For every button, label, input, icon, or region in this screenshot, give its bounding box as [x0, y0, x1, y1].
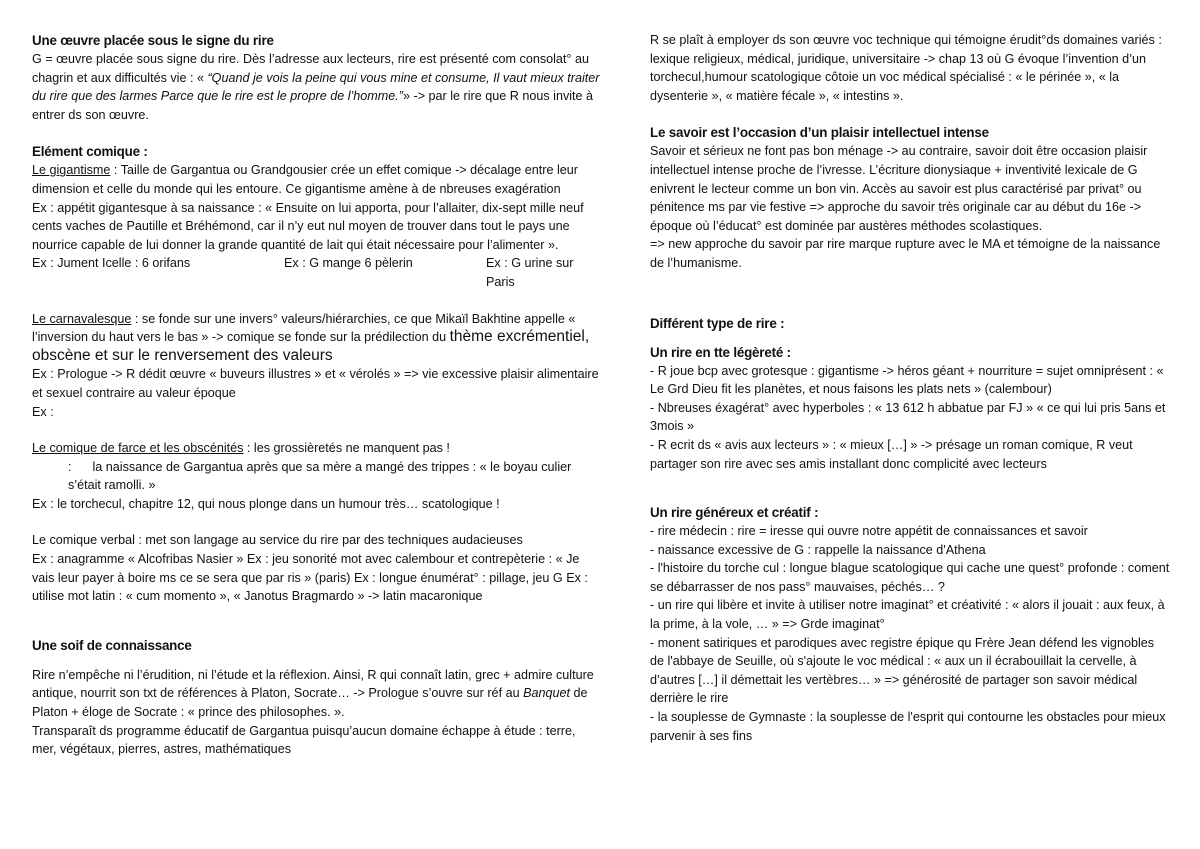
paragraph: : la naissance de Gargantua après que sa mère a mangé des trippes : « le boyau culier s’était ramolli. »: [68, 459, 572, 493]
quote: “Quand je vois la peine qui vous mine et consume, Il vaut mieux traiter du rire que des larmes Parce que le rire est le propre de l’homme.”: [32, 70, 600, 104]
paragraph: Ex : appétit gigantesque à sa naissance : « Ensuite on lui apporta, pour l’allaiter, dix-sept mille neuf cents vaches de Pautille et Bréhémond, car il n’y eut nul moyen de trouver dans tout le pays une nourrice capable de lui donner la grande quantité de lait qui était nécessaire pour l’alimenter ».: [32, 200, 584, 252]
section-types-rire: [650, 314, 1170, 746]
paragraph: Le carnavalesque : se fonde sur une invers° valeurs/hiérarchies, ce que Mikaïl Bakhtine appelle « l’inversion du haut vers le bas » -> comique se fonde sur la prédilection du thème excrémentiel, obscène et sur le renversement des valeurs: [32, 311, 590, 364]
section-element-comique: [32, 142, 600, 605]
paragraph: Transparaît ds programme éducatif de Gargantua puisqu’aucun domaine échappe à étude : terre, mer, végétaux, pierres, astres, mathématiques: [32, 723, 576, 757]
paragraph: R se plaît à employer ds son œuvre voc technique qui témoigne érudit°ds domaines variés : lexique religieux, médical, juridique, universitaire -> chap 13 où G évoque l’invention d’un torchecul,humour scatologique côtoie un voc médical spécialisé : « le périnée », « la dysenterie », « matière fécale », « intestins ».: [650, 33, 1162, 103]
paragraph: Ex : anagramme « Alcofribas Nasier » Ex : jeu sonorité mot avec calembour et contrepèterie : « Je vais leur payer à boire ms ce se sera que par ris » (paris) Ex : longue énumérat° : pillage, jeu G Ex : utilise mot latin : « cum momento », « Janotus Bragmardo » -> latin macaronique: [32, 552, 588, 604]
list-item: - un rire qui libère et invite à utiliser notre imaginat° et créativité : « alors il jouait : aux feux, à la prime, à la vole, … » => Grde imaginat°: [650, 598, 1165, 632]
paragraph: Le comique de farce et les obscénités : les grossièretés ne manquent pas !: [32, 441, 450, 456]
section-soif-connaissance: [32, 636, 600, 759]
section-oeuvre-rire: [32, 31, 600, 124]
paragraph: Rire n’empêche ni l’érudition, ni l’étude et la réflexion. Ainsi, R qui connaît latin, grec + admire culture antique, nourrit son txt de références à Platon, Socrate… -> Prologue s’ouvre sur réf au Banquet de Platon + éloge de Socrate : « prince des philosophes. ».: [32, 667, 594, 720]
paragraph: => new approche du savoir par rire marque rupture avec le MA et témoigne de la naissance de l’humanisme.: [650, 237, 1161, 270]
paragraph: Ex : Prologue -> R dédit œuvre « buveurs illustres » et « vérolés » => vie excessive plaisir alimentaire et sexuel contraire au valeur époque: [32, 367, 599, 400]
list-item: - rire médecin : rire = iresse qui ouvre notre appétit de connaissances et savoir: [650, 524, 1088, 539]
right-column: [650, 31, 1170, 745]
section-title: Une soif de connaissance: [32, 637, 192, 653]
list-item: - Nbreuses éxagérat° avec hyperboles : « 13 612 h abbatue par FJ » « ce qui lui pris 5ans et 3mois »: [650, 400, 1166, 434]
examples-row: Ex : Jument Icelle : 6 orifans Ex : G mange 6 pèlerin Ex : G urine sur Paris: [32, 256, 574, 289]
section-savoir-plaisir: [650, 123, 1170, 272]
paragraph: Le comique verbal : met son langage au service du rire par des techniques audacieuses: [32, 533, 523, 548]
paragraph: Ex :: [32, 404, 54, 419]
section-title: Une œuvre placée sous le signe du rire: [32, 33, 274, 48]
left-column: [32, 31, 600, 759]
list-item: - la souplesse de Gymnaste : la souplesse de l'esprit qui contourne les obstacles pour mieux parvenir à ses fins: [650, 710, 1166, 743]
section-title: Elément comique :: [32, 144, 148, 160]
list-item: - monent satiriques et parodiques avec registre épique qu Frère Jean défend les vignobles de l'abbaye de Seuille, où s'ajoute le voc médical : « aux un il écrabouillait la cervelle, à d’autres […] il démettait les vertèbres… » => générosité de partager son savoir médical derrière le rire: [650, 635, 1155, 706]
paragraph: G = œuvre placée sous signe du rire. Dès l’adresse aux lecteurs, rire est présenté com consolat° au chagrin et aux difficultés vie : « “Quand je vois la peine qui vous mine et consume, Il vaut mieux traiter du rire que des larmes Parce que le rire est le propre de l’homme.”» -> par le rire que R nous invite à entrer ds son œuvre.: [32, 52, 600, 122]
paragraph: Savoir et sérieux ne font pas bon ménage -> au contraire, savoir doit être occasion plaisir intellectuel intense proche de l’ivresse. L’écriture dionysiaque + inventivité lexicale de G enivrent le lecteur comme un bon vin. Accès au savoir est plus caractérisé par privat° ou pénitence ms par vie festive => approche du savoir très originale car au début du 16e -> époque où l’éducat° est dominée par austères méthodes scolastiques.: [650, 144, 1148, 233]
list-item: - R ecrit ds « avis aux lecteurs » : « mieux […] » -> présage un roman comique, R veut partager son rire avec ses amis installant donc complicité avec lecteurs: [650, 437, 1133, 471]
section-title: Le savoir est l’occasion d’un plaisir intellectuel intense: [650, 125, 989, 141]
list-item: - R joue bcp avec grotesque : gigantisme -> héros géant + nourriture = sujet omniprésent : « Le Grd Dieu fit les planètes, et nous faisons les plats nets » (calembour): [650, 363, 1164, 397]
term-label: Le comique de farce et les obscénités: [32, 441, 244, 456]
subsection-title: Un rire généreux et créatif :: [650, 505, 819, 521]
paragraph: Ex : le torchecul, chapitre 12, qui nous plonge dans un humour très… scatologique !: [32, 496, 500, 511]
subsection-title: Un rire en tte légèreté :: [650, 344, 791, 360]
section-title: Différent type de rire :: [650, 315, 785, 331]
list-item: - naissance excessive de G : rappelle la naissance d'Athena: [650, 542, 986, 557]
term-label: Le gigantisme: [32, 163, 111, 178]
paragraph: Le gigantisme : Taille de Gargantua ou Grandgousier crée un effet comique -> décalage entre leur dimension et celle du monde qui les entoure. Ce gigantisme amène à de nbreuses exagération: [32, 163, 578, 196]
list-item: - l'histoire du torche cul : longue blague scatologique qui cache une quest° profonde : coment se débarrasser de nos pass° mauvaises, péchés… ?: [650, 561, 1170, 594]
term-label: Le carnavalesque: [32, 311, 132, 326]
